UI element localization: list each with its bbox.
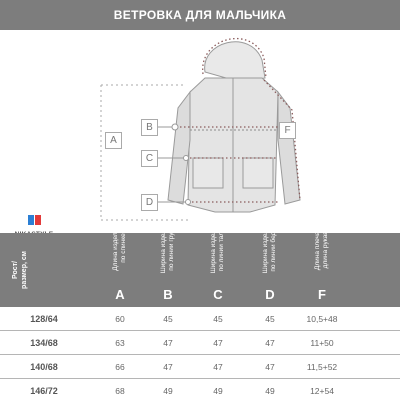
marker-b [141, 119, 158, 136]
page-title: ВЕТРОВКА ДЛЯ МАЛЬЧИКА [113, 8, 287, 22]
marker-b-label: B [146, 122, 153, 133]
marker-a [105, 132, 122, 149]
column-header-label: Ширина изделия по линии груди [160, 222, 175, 274]
brand-mark-icon [28, 214, 41, 226]
value-cell: 47 [163, 337, 173, 348]
marker-d-label: D [145, 197, 154, 208]
table-row [0, 379, 400, 402]
value-cell: 47 [213, 361, 223, 372]
table-row [0, 355, 400, 379]
title-banner [0, 0, 400, 30]
marker-f-label: F [284, 125, 291, 136]
value-cell: 66 [115, 361, 125, 372]
marker-c-label: C [145, 153, 154, 164]
marker-a-label: A [110, 135, 117, 146]
table-row [0, 307, 400, 331]
column-header-letter: D [265, 287, 275, 302]
column-header-label: Длина изделия по спинке [112, 225, 127, 271]
value-cell: 63 [115, 337, 125, 348]
column-header-c [190, 222, 246, 307]
marker-f [279, 122, 296, 139]
column-header-letter: F [318, 287, 326, 302]
size-cell: 128/64 [30, 313, 58, 324]
value-cell: 47 [265, 337, 275, 348]
column-header-b [140, 222, 196, 307]
row-header-label: Рост/ размер, см [12, 251, 28, 289]
size-cell: 146/72 [30, 385, 58, 396]
value-cell: 47 [163, 361, 173, 372]
value-cell: 12+54 [310, 385, 334, 396]
column-header-label: Длина плеча + длина рукава [314, 225, 329, 271]
column-header-label: Ширина изделия по линии талии [210, 222, 225, 274]
value-cell: 45 [265, 313, 275, 324]
jacket-diagram [0, 30, 400, 235]
marker-c [141, 150, 158, 167]
size-table-body [0, 307, 400, 402]
value-cell: 60 [115, 313, 125, 324]
value-cell: 47 [213, 337, 223, 348]
table-row [0, 331, 400, 355]
column-header-letter: C [213, 287, 223, 302]
value-cell: 49 [265, 385, 275, 396]
size-cell: 134/68 [30, 337, 58, 348]
value-cell: 49 [163, 385, 173, 396]
value-cell: 11+50 [310, 337, 334, 348]
size-cell: 140/68 [30, 361, 58, 372]
value-cell: 45 [213, 313, 223, 324]
size-table-header [0, 222, 400, 307]
value-cell: 11,5+52 [306, 361, 338, 372]
column-header-d [242, 222, 298, 307]
value-cell: 47 [265, 361, 275, 372]
column-header-label: Ширина изделия по линии бедер [262, 222, 277, 274]
column-header-letter: B [163, 287, 173, 302]
column-header-letter: A [115, 287, 125, 302]
value-cell: 45 [163, 313, 173, 324]
value-cell: 10,5+48 [306, 313, 338, 324]
value-cell: 68 [115, 385, 125, 396]
row-header-cell [0, 233, 40, 307]
marker-d [141, 194, 158, 211]
jacket-drawing [0, 30, 400, 235]
column-header-f [294, 225, 350, 307]
value-cell: 49 [213, 385, 223, 396]
